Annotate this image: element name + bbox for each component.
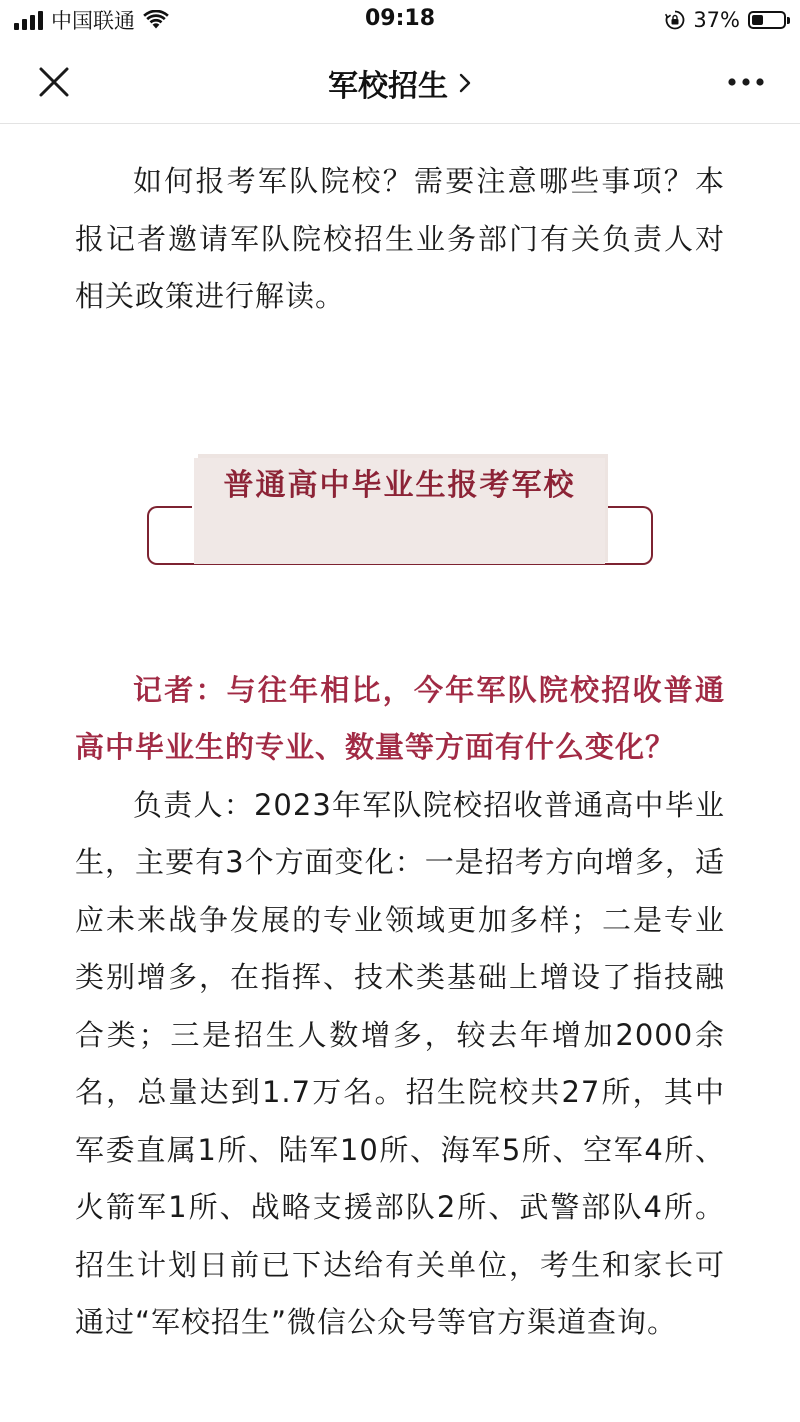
section-banner [75,444,725,574]
spacer [75,326,725,444]
battery-tip [787,17,790,24]
official-answer: 负责人：2023年军队院校招收普通高中毕业生，主要有3个方面变化：一是招考方向增多，适应未来战争发展的专业领域更加多样；二是专业类别增多，在指挥、技术类基础上增设了指技融合类；三是招生人数增多，较去年增加2000余名，总量达到1.7万名。招生院校共27所，其中军委直属1所、陆军10所、海军5所、空军4所、火箭军1所、战略支援部队2所、武警部队4所。招生计划日前已下达给有关单位，考生和家长可通过“军校招生”微信公众号等官方渠道查询。 [75,787,725,1339]
status-bar [0,0,800,40]
nav-title-container [0,61,800,105]
more-icon[interactable] [728,78,764,86]
nav-bar [0,40,800,124]
battery-level-fill [752,15,763,25]
account-title-link[interactable] [328,61,472,105]
battery-percent: 37% [693,8,740,32]
battery-icon [748,11,786,29]
spacer [75,574,725,662]
chevron-right-icon [458,72,472,94]
status-time: 09:18 [364,6,436,31]
account-title: 军校招生 [328,69,448,104]
status-right [665,7,786,33]
section-heading: 普通高中毕业生报考军校 [194,458,605,564]
article-body [75,153,725,1352]
rotation-lock-icon [665,10,685,30]
reporter-question: 记者：与往年相比，今年军队院校招收普通高中毕业生的专业、数量等方面有什么变化？ [75,672,725,764]
carrier-name: 中国联通 [51,9,135,33]
intro-paragraph: 如何报考军队院校？需要注意哪些事项？本报记者邀请军队院校招生业务部门有关负责人对相关政策进行解读。 [75,164,725,313]
